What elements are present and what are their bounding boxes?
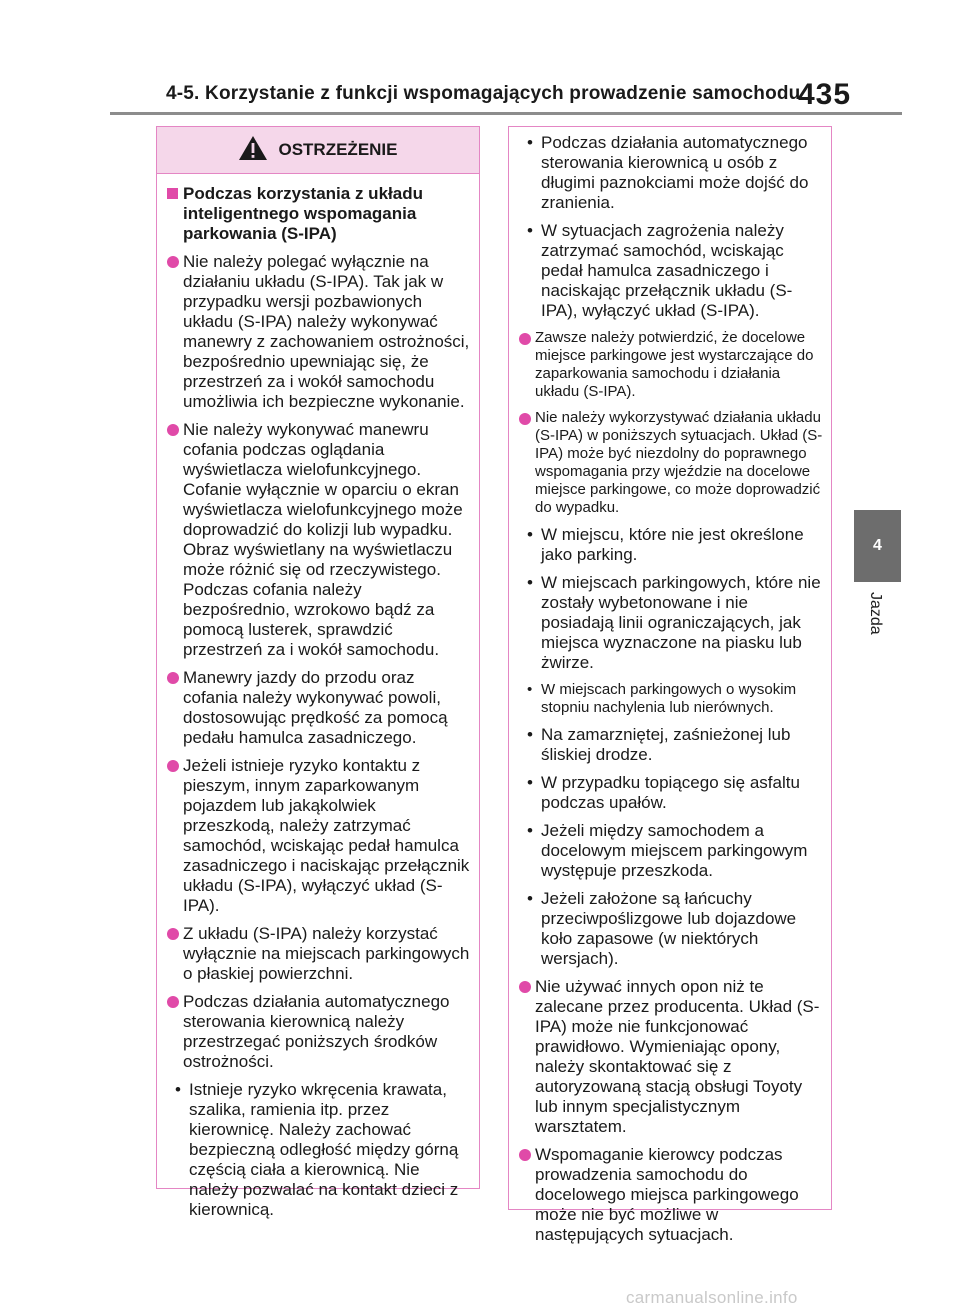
circle-bullet-icon: [167, 424, 179, 436]
warning-item: Podczas działania automatycznego sterowania kierownicą należy przestrzegać poniższych środków ostrożności.: [167, 992, 471, 1072]
circle-bullet-icon: [167, 996, 179, 1008]
bullet-icon: •: [527, 821, 533, 840]
sub-item: • W sytuacjach zagrożenia należy zatrzymać samochód, wciskając pedał hamulca zasadniczego i naciskając przełącznik układu (S-IPA), wyłączyć układ (S-IPA).: [527, 221, 793, 320]
page-number: 435: [798, 78, 852, 111]
warning-item: Nie należy polegać wyłącznie na działaniu układu (S-IPA). Tak jak w przypadku wersji pozbawionych układu (S-IPA) należy wykonywać manewry z zachowaniem ostrożności, bezpośrednio upewniając się, że przestrzeń za i wokół samochodu umożliwia ich bezpieczne wykonanie.: [167, 252, 471, 412]
sub-item: • W miejscach parkingowych o wysokim stopniu nachylenia lub nierównych.: [527, 681, 797, 716]
circle-bullet-icon: [519, 1149, 531, 1161]
bullet-icon: •: [527, 725, 533, 744]
circle-bullet-icon: [519, 981, 531, 993]
bullet-icon: •: [527, 221, 533, 240]
bullet-icon: •: [175, 1080, 181, 1099]
warning-item: Jeżeli istnieje ryzyko kontaktu z pieszym, innym zaparkowanym pojazdem lub jakąkolwiek przeszkodą, należy zatrzymać samochód, wciskając pedał hamulca zasadniczego i naciskając przełącznik układu (S-IPA), wyłączyć układ (S-IPA).: [167, 756, 471, 916]
circle-bullet-icon: [167, 928, 179, 940]
chapter-tab[interactable]: [854, 510, 901, 582]
sub-item: • W miejscu, które nie jest określone jako parking.: [527, 525, 804, 564]
circle-bullet-icon: [167, 672, 179, 684]
bullet-icon: •: [527, 773, 533, 792]
section-title: 4-5. Korzystanie z funkcji wspomagających prowadzenie samochodu: [166, 83, 801, 104]
bullet-icon: •: [527, 525, 533, 544]
sub-item: • W miejscach parkingowych, które nie zostały wybetonowane i nie posiadają linii ograniczających, jak miejsca wyznaczone na piasku lub żwirze.: [527, 573, 821, 672]
sub-item: • Na zamarzniętej, zaśnieżonej lub śliskiej drodze.: [527, 725, 791, 764]
warning-triangle-icon: [238, 135, 268, 166]
circle-bullet-icon: [519, 413, 531, 425]
bullet-icon: •: [527, 681, 533, 698]
sub-item: • Podczas działania automatycznego sterowania kierownicą u osób z długimi paznokciami może dojść do zranienia.: [527, 133, 809, 212]
warning-item: Manewry jazdy do przodu oraz cofania należy wykonywać powoli, dostosowując prędkość za pomocą pedału hamulca zasadniczego.: [167, 668, 471, 748]
warning-box-continued: [508, 126, 832, 1244]
sub-item: • Jeżeli założone są łańcuchy przeciwpoślizgowe lub dojazdowe koło zapasowe (w niektórych wersjach).: [527, 889, 797, 968]
bullet-icon: •: [527, 133, 533, 152]
watermark: carmanualsonline.info: [626, 1288, 798, 1307]
warning-box: [156, 126, 480, 1219]
circle-bullet-icon: [167, 256, 179, 268]
sub-item: • Jeżeli między samochodem a docelowym miejscem parkingowym występuje przeszkoda.: [527, 821, 808, 880]
chapter-label: Jazda: [867, 592, 884, 635]
warning-item: Nie używać innych opon niż te zalecane przez producenta. Układ (S-IPA) może nie funkcjonować prawidłowo. Wymieniając opony, należy skontaktować się z autoryzowaną stacją obsługi Toyoty lub innym specjalistycznym warsztatem.: [519, 977, 823, 1137]
sub-item: • W przypadku topiącego się asfaltu podczas upałów.: [527, 773, 800, 812]
section-heading: Podczas korzystania z układu inteligentnego wspomagania parkowania (S-IPA): [167, 184, 471, 244]
warning-item: Wspomaganie kierowcy podczas prowadzenia samochodu do docelowego miejsca parkingowego może nie być możliwe w następujących sytuacjach.: [519, 1145, 823, 1245]
sub-item: • Istnieje ryzyko wkręcenia krawata, szalika, ramienia itp. przez kierownicę. Należy zachować bezpieczną odległość między górną częścią ciała a kierownicą. Nie należy pozwalać na kontakt dzieci z kierownicą.: [175, 1080, 459, 1219]
header-rule: [110, 112, 902, 115]
bullet-icon: •: [527, 889, 533, 908]
circle-bullet-icon: [167, 760, 179, 772]
warning-item: Z układu (S-IPA) należy korzystać wyłącznie na miejscach parkingowych o płaskiej powierzchni.: [167, 924, 471, 984]
warning-title: OSTRZEŻENIE: [278, 140, 398, 159]
chapter-number: 4: [873, 537, 882, 554]
warning-item: Zawsze należy potwierdzić, że docelowe miejsce parkingowe jest wystarczające do zaparkowania samochodu i działania układu (S-IPA).: [519, 329, 823, 401]
warning-item: Nie należy wykonywać manewru cofania podczas oglądania wyświetlacza wielofunkcyjnego. Cofanie wyłącznie w oparciu o ekran wyświetlacza wielofunkcyjnego może doprowadzić do kolizji lub wypadku. Obraz wyświetlany na wyświetlaczu może różnić się od rzeczywistego. Podczas cofania należy bezpośrednio, wzrokowo bądź za pomocą lusterek, sprawdzić przestrzeń za i wokół samochodu.: [167, 420, 471, 660]
warning-header: [157, 127, 479, 174]
warning-item: Nie należy wykorzystywać działania układu (S-IPA) w poniższych sytuacjach. Układ (S-IPA) może być niezdolny do poprawnego wspomagania przy wjeździe na docelowe miejsce parkingowe, co może doprowadzić do wypadku.: [519, 409, 823, 517]
square-bullet-icon: [167, 188, 178, 199]
circle-bullet-icon: [519, 333, 531, 345]
bullet-icon: •: [527, 573, 533, 592]
